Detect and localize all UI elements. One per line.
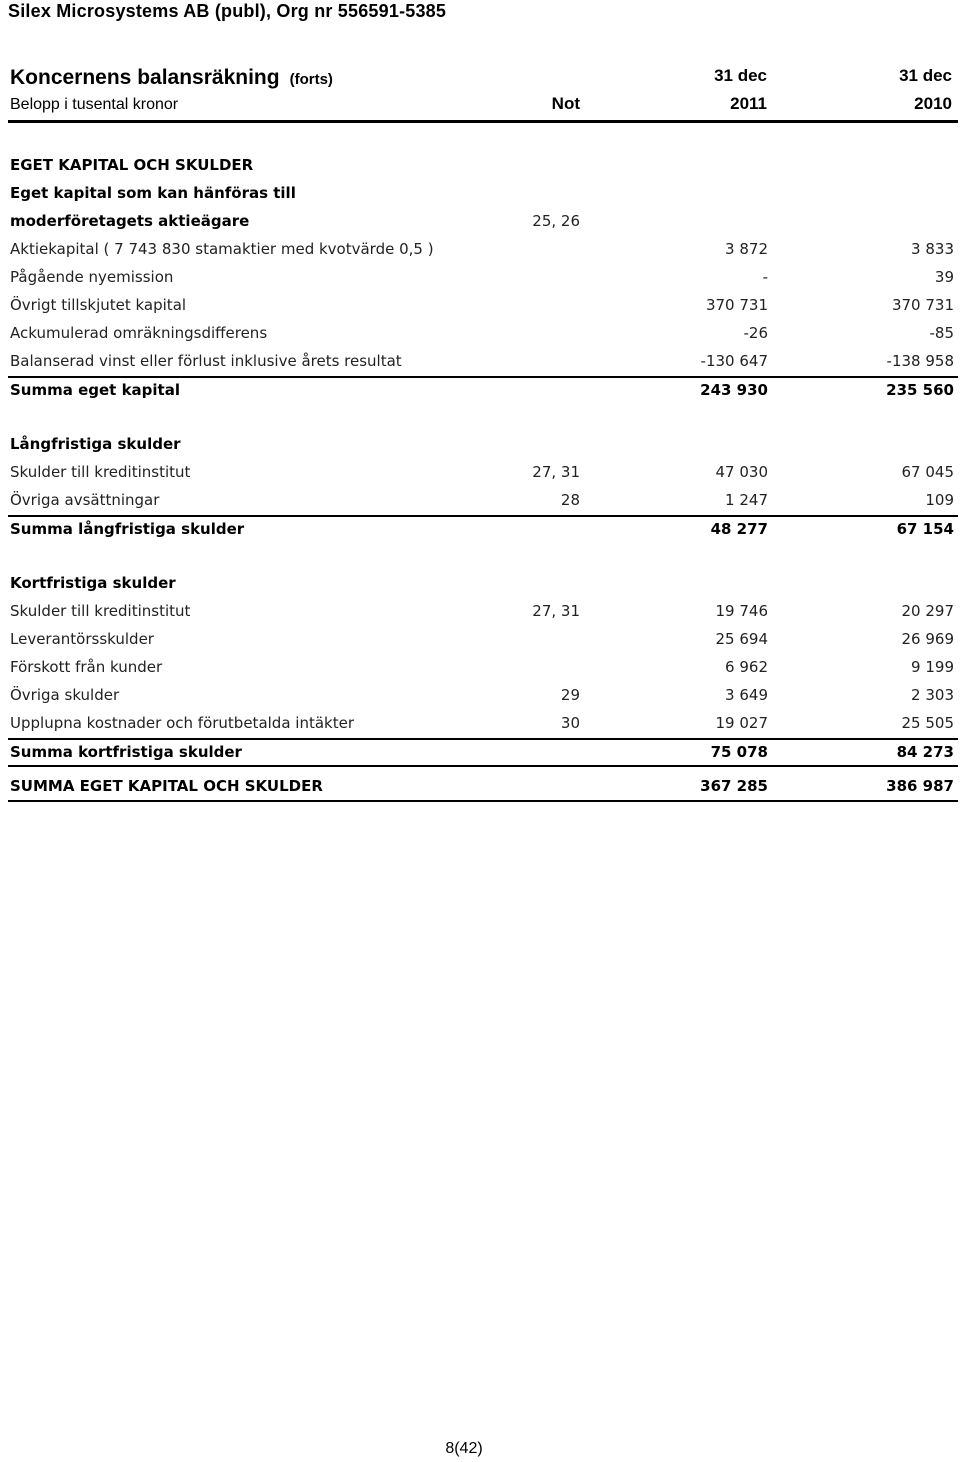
table-row: [0, 597, 960, 625]
value-2011: -: [762, 268, 768, 286]
section-heading-parent-equity-2: [0, 207, 960, 235]
table-row: [0, 681, 960, 709]
value-2010: 370 731: [891, 296, 954, 314]
row-label: Långfristiga skulder: [10, 435, 181, 453]
col-2011-year: 2011: [730, 94, 767, 113]
page-footer: [0, 1438, 960, 1460]
section-heading-equity-liabilities: [0, 151, 960, 179]
value-2010: 386 987: [886, 777, 954, 795]
table-row: [0, 319, 960, 347]
value-2011: 1 247: [725, 491, 768, 509]
value-2010: 25 505: [901, 714, 954, 732]
value-2010: 39: [934, 268, 954, 286]
value-2010: 9 199: [911, 658, 954, 676]
table-row: [0, 263, 960, 291]
value-2010: 26 969: [901, 630, 954, 648]
table-row: [0, 347, 960, 375]
value-2010: 20 297: [901, 602, 954, 620]
value-2011: 367 285: [700, 777, 768, 795]
value-2011: 19 027: [715, 714, 768, 732]
value-2011: -130 647: [700, 352, 768, 370]
subtotal-row-long-term: [0, 515, 960, 543]
value-2011: 243 930: [700, 381, 768, 399]
value-2010: 235 560: [886, 381, 954, 399]
value-2011: 75 078: [710, 743, 768, 761]
row-label: Övriga avsättningar: [10, 491, 160, 509]
value-2010: 109: [925, 491, 954, 509]
value-2010: -138 958: [886, 352, 954, 370]
value-2010: -85: [929, 324, 954, 342]
value-2010: 2 303: [911, 686, 954, 704]
col-2010-date: 31 dec: [899, 66, 952, 85]
row-label: Summa kortfristiga skulder: [10, 743, 242, 761]
row-note: 27, 31: [532, 463, 580, 481]
value-2010: 67 045: [901, 463, 954, 481]
section-heading-long-term: [0, 430, 960, 458]
row-label: Eget kapital som kan hänföras till: [10, 184, 296, 202]
row-label: Leverantörsskulder: [10, 630, 154, 648]
col-note-header: Not: [551, 94, 580, 113]
row-label: Skulder till kreditinstitut: [10, 463, 191, 481]
subtotal-row-short-term: [0, 738, 960, 766]
table-row: [0, 458, 960, 486]
table-row: [0, 235, 960, 263]
row-note: 29: [560, 686, 580, 704]
table-row: [0, 486, 960, 514]
header-rule: [8, 120, 958, 123]
row-note: 25, 26: [532, 212, 580, 230]
page-number: 8(42): [445, 1440, 483, 1457]
row-label: moderföretagets aktieägare: [10, 212, 250, 230]
company-header: Silex Microsystems AB (publ), Org nr 556591-5385: [8, 1, 447, 21]
row-label: Summa eget kapital: [10, 381, 180, 399]
row-label: Balanserad vinst eller förlust inklusive årets resultat: [10, 352, 402, 370]
row-note: 27, 31: [532, 602, 580, 620]
row-label: Ackumulerad omräkningsdifferens: [10, 324, 268, 342]
row-label: Upplupna kostnader och förutbetalda intäkter: [10, 714, 354, 732]
value-2010: 67 154: [896, 520, 954, 538]
value-2011: 25 694: [715, 630, 768, 648]
row-label: Förskott från kunder: [10, 658, 163, 676]
value-2011: 3 872: [725, 240, 768, 258]
value-2010: 84 273: [896, 743, 954, 761]
row-label: SUMMA EGET KAPITAL OCH SKULDER: [10, 777, 323, 795]
row-label: Övrigt tillskjutet kapital: [10, 296, 187, 314]
page-subtitle: Belopp i tusental kronor: [10, 96, 179, 113]
subtotal-row-equity: [0, 376, 960, 404]
row-note: 30: [560, 714, 580, 732]
col-2010-year: 2010: [914, 94, 952, 113]
value-2011: 370 731: [705, 296, 768, 314]
row-label: Summa långfristiga skulder: [10, 520, 245, 538]
table-row: [0, 709, 960, 737]
section-heading-short-term: [0, 569, 960, 597]
page-title: [10, 64, 333, 94]
row-note: 28: [560, 491, 580, 509]
total-rule-top: [8, 765, 958, 767]
row-label: Kortfristiga skulder: [10, 574, 176, 592]
value-2011: -26: [743, 324, 768, 342]
title-suffix: (forts): [289, 71, 333, 88]
table-row: [0, 625, 960, 653]
col-2011-date: 31 dec: [714, 66, 767, 85]
section-heading-parent-equity-1: [0, 179, 960, 207]
value-2011: 48 277: [710, 520, 768, 538]
row-label: Pågående nyemission: [10, 268, 174, 286]
row-label: Övriga skulder: [10, 686, 120, 704]
row-label: Aktiekapital ( 7 743 830 stamaktier med kvotvärde 0,5 ): [10, 240, 434, 258]
table-row: [0, 653, 960, 681]
value-2010: 3 833: [911, 240, 954, 258]
total-rule-bottom: [8, 800, 958, 802]
row-label: EGET KAPITAL OCH SKULDER: [10, 156, 254, 174]
value-2011: 6 962: [725, 658, 768, 676]
title-text: Koncernens balansräkning: [10, 66, 280, 89]
table-row: [0, 291, 960, 319]
value-2011: 19 746: [715, 602, 768, 620]
row-label: Skulder till kreditinstitut: [10, 602, 191, 620]
value-2011: 47 030: [715, 463, 768, 481]
grand-total-row: [0, 772, 960, 800]
value-2011: 3 649: [725, 686, 768, 704]
